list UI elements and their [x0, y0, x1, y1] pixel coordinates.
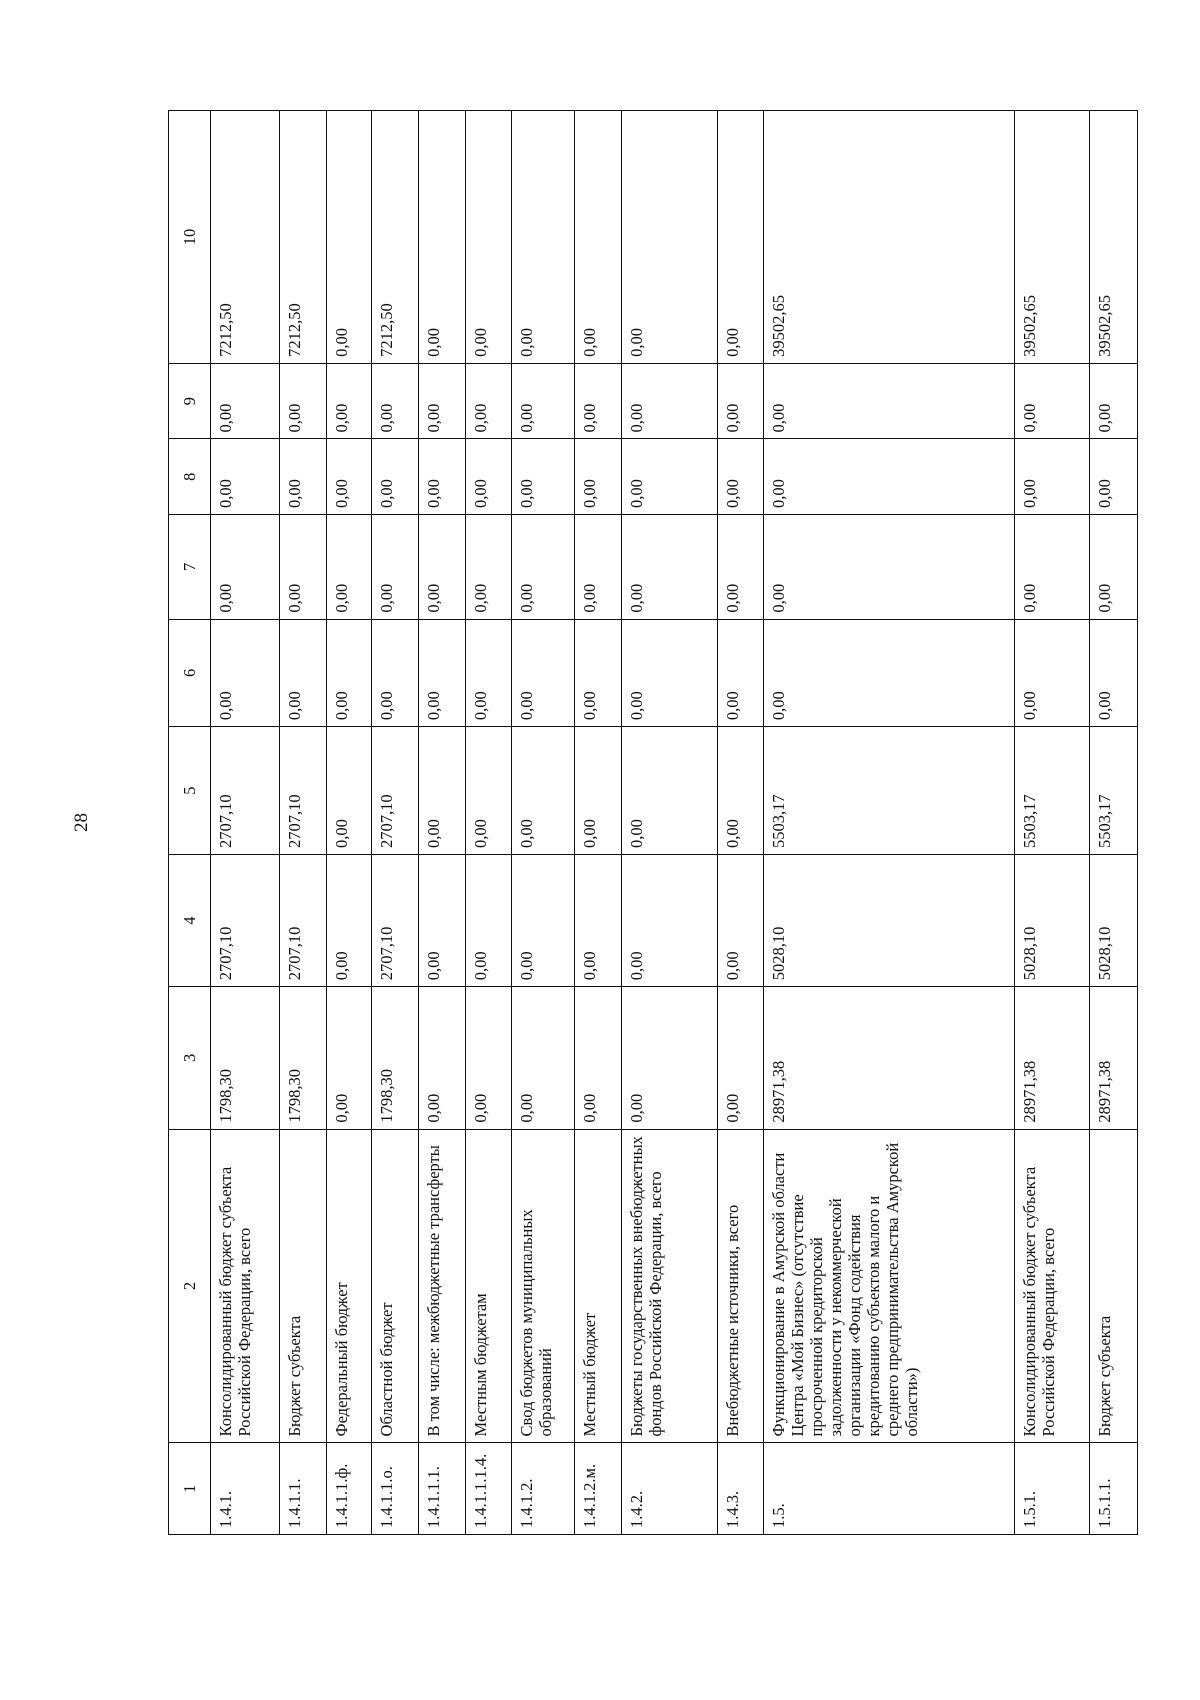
- value-cell: 0,00: [621, 439, 717, 515]
- row-description-cell: Свод бюджетов муниципальных образований: [511, 1129, 575, 1443]
- row-code-cell: 1.5.1.1.: [1090, 1443, 1138, 1535]
- value-cell: 2707,10: [372, 855, 419, 987]
- value-cell: 0,00: [211, 439, 280, 515]
- value-cell: 0,00: [511, 727, 575, 855]
- value-cell: 0,00: [1090, 363, 1138, 439]
- value-cell: 7212,50: [280, 111, 327, 364]
- row-description-cell: В том числе: межбюджетные трансферты: [418, 1129, 466, 1443]
- value-cell: 2707,10: [211, 727, 280, 855]
- value-cell: 0,00: [511, 855, 575, 987]
- value-cell: 0,00: [326, 987, 371, 1129]
- value-cell: 0,00: [511, 363, 575, 439]
- value-cell: 0,00: [718, 987, 763, 1129]
- value-cell: 0,00: [418, 855, 466, 987]
- row-code-cell: 1.5.: [763, 1443, 1014, 1535]
- budget-table: [168, 110, 1138, 1535]
- column-header: 10: [169, 111, 211, 364]
- value-cell: 0,00: [763, 439, 1014, 515]
- value-cell: 0,00: [575, 727, 622, 855]
- row-description-cell: Бюджеты государственных внебюджетных фондов Российской Федерации, всего: [621, 1129, 717, 1443]
- value-cell: 39502,65: [1090, 111, 1138, 364]
- value-cell: 0,00: [326, 727, 371, 855]
- value-cell: 28971,38: [1090, 987, 1138, 1129]
- column-header: 7: [169, 515, 211, 620]
- value-cell: 0,00: [575, 855, 622, 987]
- value-cell: 0,00: [418, 363, 466, 439]
- value-cell: 0,00: [418, 727, 466, 855]
- value-cell: 0,00: [511, 619, 575, 727]
- value-cell: 0,00: [418, 515, 466, 620]
- value-cell: 0,00: [575, 363, 622, 439]
- value-cell: 39502,65: [1014, 111, 1090, 364]
- value-cell: 5503,17: [1090, 727, 1138, 855]
- table-row: [418, 111, 466, 1535]
- table-row: [372, 111, 419, 1535]
- value-cell: 0,00: [280, 619, 327, 727]
- value-cell: 0,00: [575, 515, 622, 620]
- value-cell: 0,00: [280, 515, 327, 620]
- value-cell: 0,00: [466, 855, 511, 987]
- value-cell: 5028,10: [763, 855, 1014, 987]
- column-header: 1: [169, 1443, 211, 1535]
- row-code-cell: 1.4.1.1.: [280, 1443, 327, 1535]
- value-cell: 2707,10: [280, 727, 327, 855]
- value-cell: 2707,10: [280, 855, 327, 987]
- value-cell: 1798,30: [372, 987, 419, 1129]
- value-cell: 0,00: [372, 619, 419, 727]
- row-code-cell: 1.4.1.2.: [511, 1443, 575, 1535]
- value-cell: 0,00: [372, 515, 419, 620]
- table-row: [326, 111, 371, 1535]
- row-description-cell: Местным бюджетам: [466, 1129, 511, 1443]
- row-description-cell: Консолидированный бюджет субъекта Российской Федерации, всего: [211, 1129, 280, 1443]
- table-row: [1014, 111, 1090, 1535]
- value-cell: 0,00: [1090, 515, 1138, 620]
- value-cell: 0,00: [372, 363, 419, 439]
- value-cell: 0,00: [466, 619, 511, 727]
- row-code-cell: 1.4.1.1.1.4.: [466, 1443, 511, 1535]
- row-description-cell: Функционирование в Амурской области Центра «Мой Бизнес» (отсутствие просроченной кредиторской задолженности у некоммерческой организации «Фонд содействия кредитованию субъектов малого и среднего предпринимательства Амурской области»): [763, 1129, 1014, 1443]
- value-cell: 0,00: [575, 987, 622, 1129]
- value-cell: 39502,65: [763, 111, 1014, 364]
- column-header: 8: [169, 439, 211, 515]
- value-cell: 0,00: [280, 439, 327, 515]
- value-cell: 0,00: [718, 855, 763, 987]
- value-cell: 0,00: [466, 727, 511, 855]
- value-cell: 0,00: [1014, 439, 1090, 515]
- value-cell: 0,00: [575, 619, 622, 727]
- rotated-table-wrapper: [168, 110, 1138, 1535]
- column-header: 6: [169, 619, 211, 727]
- value-cell: 0,00: [621, 619, 717, 727]
- table-row: [280, 111, 327, 1535]
- value-cell: 0,00: [326, 619, 371, 727]
- value-cell: 0,00: [763, 619, 1014, 727]
- value-cell: 2707,10: [372, 727, 419, 855]
- header-row: [169, 111, 211, 1535]
- table-row: [575, 111, 622, 1535]
- value-cell: 0,00: [1014, 515, 1090, 620]
- row-description-cell: Бюджет субъекта: [1090, 1129, 1138, 1443]
- value-cell: 0,00: [621, 111, 717, 364]
- value-cell: 0,00: [718, 111, 763, 364]
- value-cell: 0,00: [418, 987, 466, 1129]
- value-cell: 0,00: [621, 987, 717, 1129]
- value-cell: 0,00: [418, 619, 466, 727]
- value-cell: 0,00: [575, 111, 622, 364]
- table-row: [466, 111, 511, 1535]
- value-cell: 0,00: [763, 363, 1014, 439]
- table-row: [718, 111, 763, 1535]
- value-cell: 0,00: [511, 439, 575, 515]
- row-description-cell: Бюджет субъекта: [280, 1129, 327, 1443]
- column-header: 9: [169, 363, 211, 439]
- table-body: [211, 111, 1138, 1535]
- value-cell: 0,00: [718, 363, 763, 439]
- row-description-cell: Федеральный бюджет: [326, 1129, 371, 1443]
- value-cell: 5503,17: [763, 727, 1014, 855]
- value-cell: 0,00: [280, 363, 327, 439]
- value-cell: 0,00: [466, 987, 511, 1129]
- column-header: 5: [169, 727, 211, 855]
- value-cell: 0,00: [1090, 619, 1138, 727]
- value-cell: 0,00: [466, 111, 511, 364]
- row-code-cell: 1.4.1.1.о.: [372, 1443, 419, 1535]
- table-row: [621, 111, 717, 1535]
- row-code-cell: 1.5.1.: [1014, 1443, 1090, 1535]
- value-cell: 7212,50: [211, 111, 280, 364]
- value-cell: 28971,38: [1014, 987, 1090, 1129]
- table-row: [511, 111, 575, 1535]
- row-code-cell: 1.4.1.: [211, 1443, 280, 1535]
- value-cell: 0,00: [326, 439, 371, 515]
- value-cell: 7212,50: [372, 111, 419, 364]
- value-cell: 0,00: [718, 619, 763, 727]
- value-cell: 0,00: [326, 111, 371, 364]
- value-cell: 0,00: [1090, 439, 1138, 515]
- value-cell: 1798,30: [211, 987, 280, 1129]
- value-cell: 0,00: [575, 439, 622, 515]
- row-code-cell: 1.4.3.: [718, 1443, 763, 1535]
- value-cell: 0,00: [326, 855, 371, 987]
- value-cell: 0,00: [621, 855, 717, 987]
- column-header: 2: [169, 1129, 211, 1443]
- value-cell: 0,00: [1014, 619, 1090, 727]
- value-cell: 0,00: [211, 515, 280, 620]
- value-cell: 0,00: [621, 363, 717, 439]
- column-header: 3: [169, 987, 211, 1129]
- value-cell: 0,00: [621, 727, 717, 855]
- table-row: [211, 111, 280, 1535]
- page-number: 28: [71, 813, 92, 832]
- column-header: 4: [169, 855, 211, 987]
- value-cell: 0,00: [718, 515, 763, 620]
- value-cell: 5028,10: [1090, 855, 1138, 987]
- value-cell: 0,00: [1014, 363, 1090, 439]
- value-cell: 2707,10: [211, 855, 280, 987]
- row-code-cell: 1.4.1.1.ф.: [326, 1443, 371, 1535]
- value-cell: 0,00: [211, 363, 280, 439]
- value-cell: 0,00: [763, 515, 1014, 620]
- value-cell: 0,00: [372, 439, 419, 515]
- value-cell: 0,00: [621, 515, 717, 620]
- value-cell: 5503,17: [1014, 727, 1090, 855]
- value-cell: 1798,30: [280, 987, 327, 1129]
- value-cell: 5028,10: [1014, 855, 1090, 987]
- table-row: [1090, 111, 1138, 1535]
- value-cell: 0,00: [511, 111, 575, 364]
- value-cell: 28971,38: [763, 987, 1014, 1129]
- value-cell: 0,00: [718, 727, 763, 855]
- row-description-cell: Внебюджетные источники, всего: [718, 1129, 763, 1443]
- row-description-cell: Местный бюджет: [575, 1129, 622, 1443]
- value-cell: 0,00: [466, 439, 511, 515]
- row-code-cell: 1.4.1.1.1.: [418, 1443, 466, 1535]
- value-cell: 0,00: [211, 619, 280, 727]
- value-cell: 0,00: [466, 515, 511, 620]
- value-cell: 0,00: [511, 515, 575, 620]
- value-cell: 0,00: [326, 363, 371, 439]
- value-cell: 0,00: [418, 111, 466, 364]
- row-description-cell: Консолидированный бюджет субъекта Российской Федерации, всего: [1014, 1129, 1090, 1443]
- value-cell: 0,00: [418, 439, 466, 515]
- value-cell: 0,00: [511, 987, 575, 1129]
- row-code-cell: 1.4.1.2.м.: [575, 1443, 622, 1535]
- row-code-cell: 1.4.2.: [621, 1443, 717, 1535]
- value-cell: 0,00: [326, 515, 371, 620]
- value-cell: 0,00: [718, 439, 763, 515]
- table-row: [763, 111, 1014, 1535]
- value-cell: 0,00: [466, 363, 511, 439]
- row-description-cell: Областной бюджет: [372, 1129, 419, 1443]
